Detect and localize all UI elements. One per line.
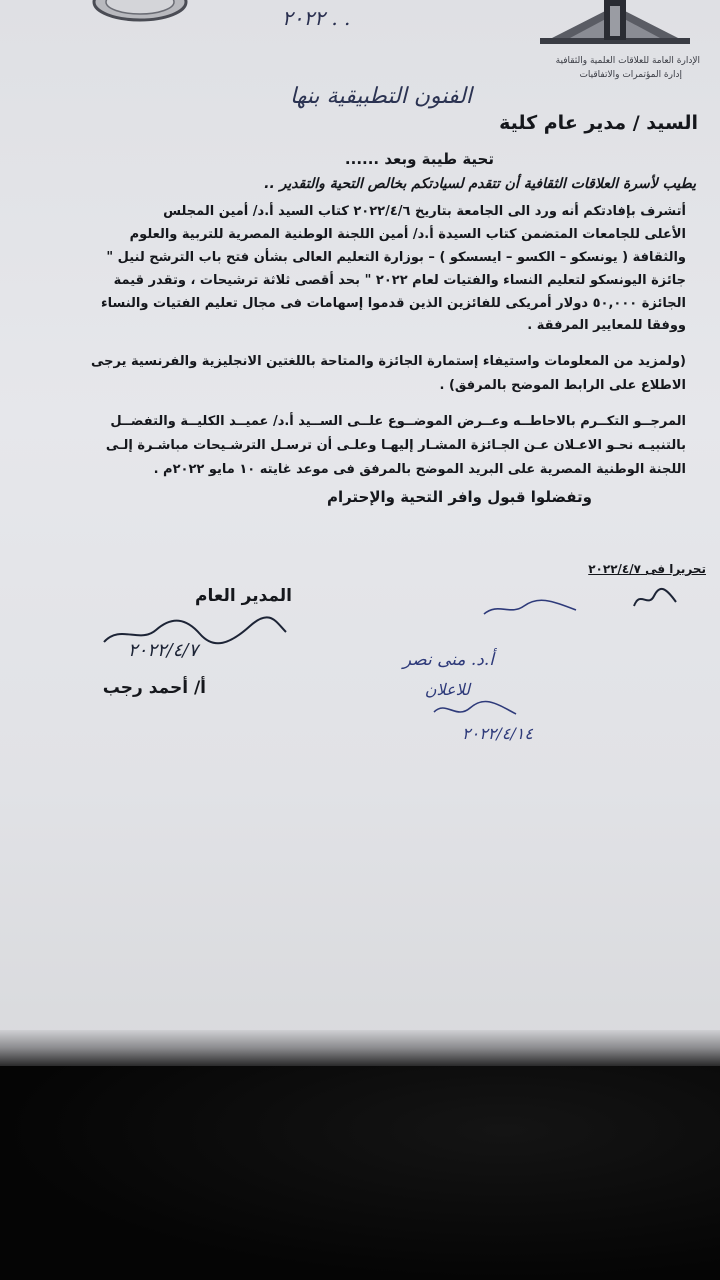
department-line-2: إدارة المؤتمرات والاتفاقيات — [579, 70, 682, 80]
request-line: المرجــو التكــرم بالاحاطــه وعــرض الموضــوع علــى الســيد أ.د/ عميــد الكليــة والتفضــل — [110, 414, 686, 429]
pen-note-date: ٢٠٢٢/٤/١٤ — [462, 724, 533, 743]
date-written: تحريرا فى ٢٠٢٢/٤/٧ — [588, 562, 706, 576]
pen-note-line: أ.د. منى نصر — [402, 650, 494, 670]
signature-hand-date: ٢٠٢٢/٤/٧ — [128, 640, 199, 661]
pen-note-line: للاعلان — [424, 680, 470, 699]
request-line: اللجنة الوطنية المصرية على البريد الموضح بالمرفق فى موعد غايته ١٠ مايو ٢٠٢٢م . — [153, 462, 686, 477]
dark-background — [0, 1066, 720, 1280]
body-line: ووفقا للمعايير المرفقة . — [527, 318, 686, 333]
addressee-printed: السيد / مدير عام كلية — [499, 112, 698, 134]
body-line: والثقافة ( يونسكو – الكسو – ايسسكو ) – بوزارة التعليم العالى بشأن فتح باب الترشح لنيل " — [106, 250, 686, 265]
signature-name: أ/ أحمد رجب — [102, 678, 206, 698]
request-line: بالتنبيـه نحـو الاعـلان عـن الجـائزة المشـار إليهـا وعلـى أن ترسـل الترشـيحات مباشـرة إلـى — [105, 438, 686, 453]
department-line-1: الإدارة العامة للعلاقات العلمية والثقافية — [555, 56, 700, 66]
top-handwritten-note: ٢٠٢٢ . . — [282, 6, 351, 30]
greeting: تحية طيبة وبعد ...... — [344, 150, 494, 168]
body-line: أتشرف بإفادتكم أنه ورد الى الجامعة بتاريخ ٢٠٢٢/٤/٦ كتاب السيد أ.د/ أمين المجلس — [163, 204, 686, 219]
intro-line: يطيب لأسرة العلاقات الثقافية أن تتقدم لسيادتكم بخالص التحية والتقدير .. — [264, 176, 696, 192]
seal-icon — [90, 0, 190, 22]
initials-scribble-icon — [630, 586, 680, 612]
body-line: جائزة اليونسكو لتعليم النساء والفتيات لعام ٢٠٢٢ " بحد أقصى ثلاثة ترشيحات ، وتقدر قيمة — [113, 273, 686, 288]
paper-edge-shadow — [0, 1030, 720, 1070]
closing-line: وتفضلوا قبول وافر التحية والإحترام — [326, 488, 592, 506]
pen-note-scribble-icon — [430, 698, 520, 722]
info-line: الاطلاع على الرابط الموضح بالمرفق) . — [439, 378, 686, 393]
info-line: (ولمزيد من المعلومات واستيفاء إستمارة الجائزة والمتاحة باللغتين الانجليزية والفرنسية يرجى — [91, 354, 686, 369]
pen-signature-icon — [480, 596, 580, 622]
body-line: الجائزة ٥٠,٠٠٠ دولار أمريكى للفائزين الذين قدموا إسهامات فى مجال تعليم الفتيات والنساء — [100, 296, 686, 311]
university-logo-icon — [540, 0, 690, 48]
body-line: الأعلى للجامعات المتضمن كتاب السيدة أ.د/ أمين اللجنة الوطنية المصرية للتربية والعلوم — [129, 227, 686, 242]
signature-title: المدير العام — [195, 586, 292, 606]
addressee-handwritten: الفنون التطبيقية بنها — [289, 84, 472, 109]
